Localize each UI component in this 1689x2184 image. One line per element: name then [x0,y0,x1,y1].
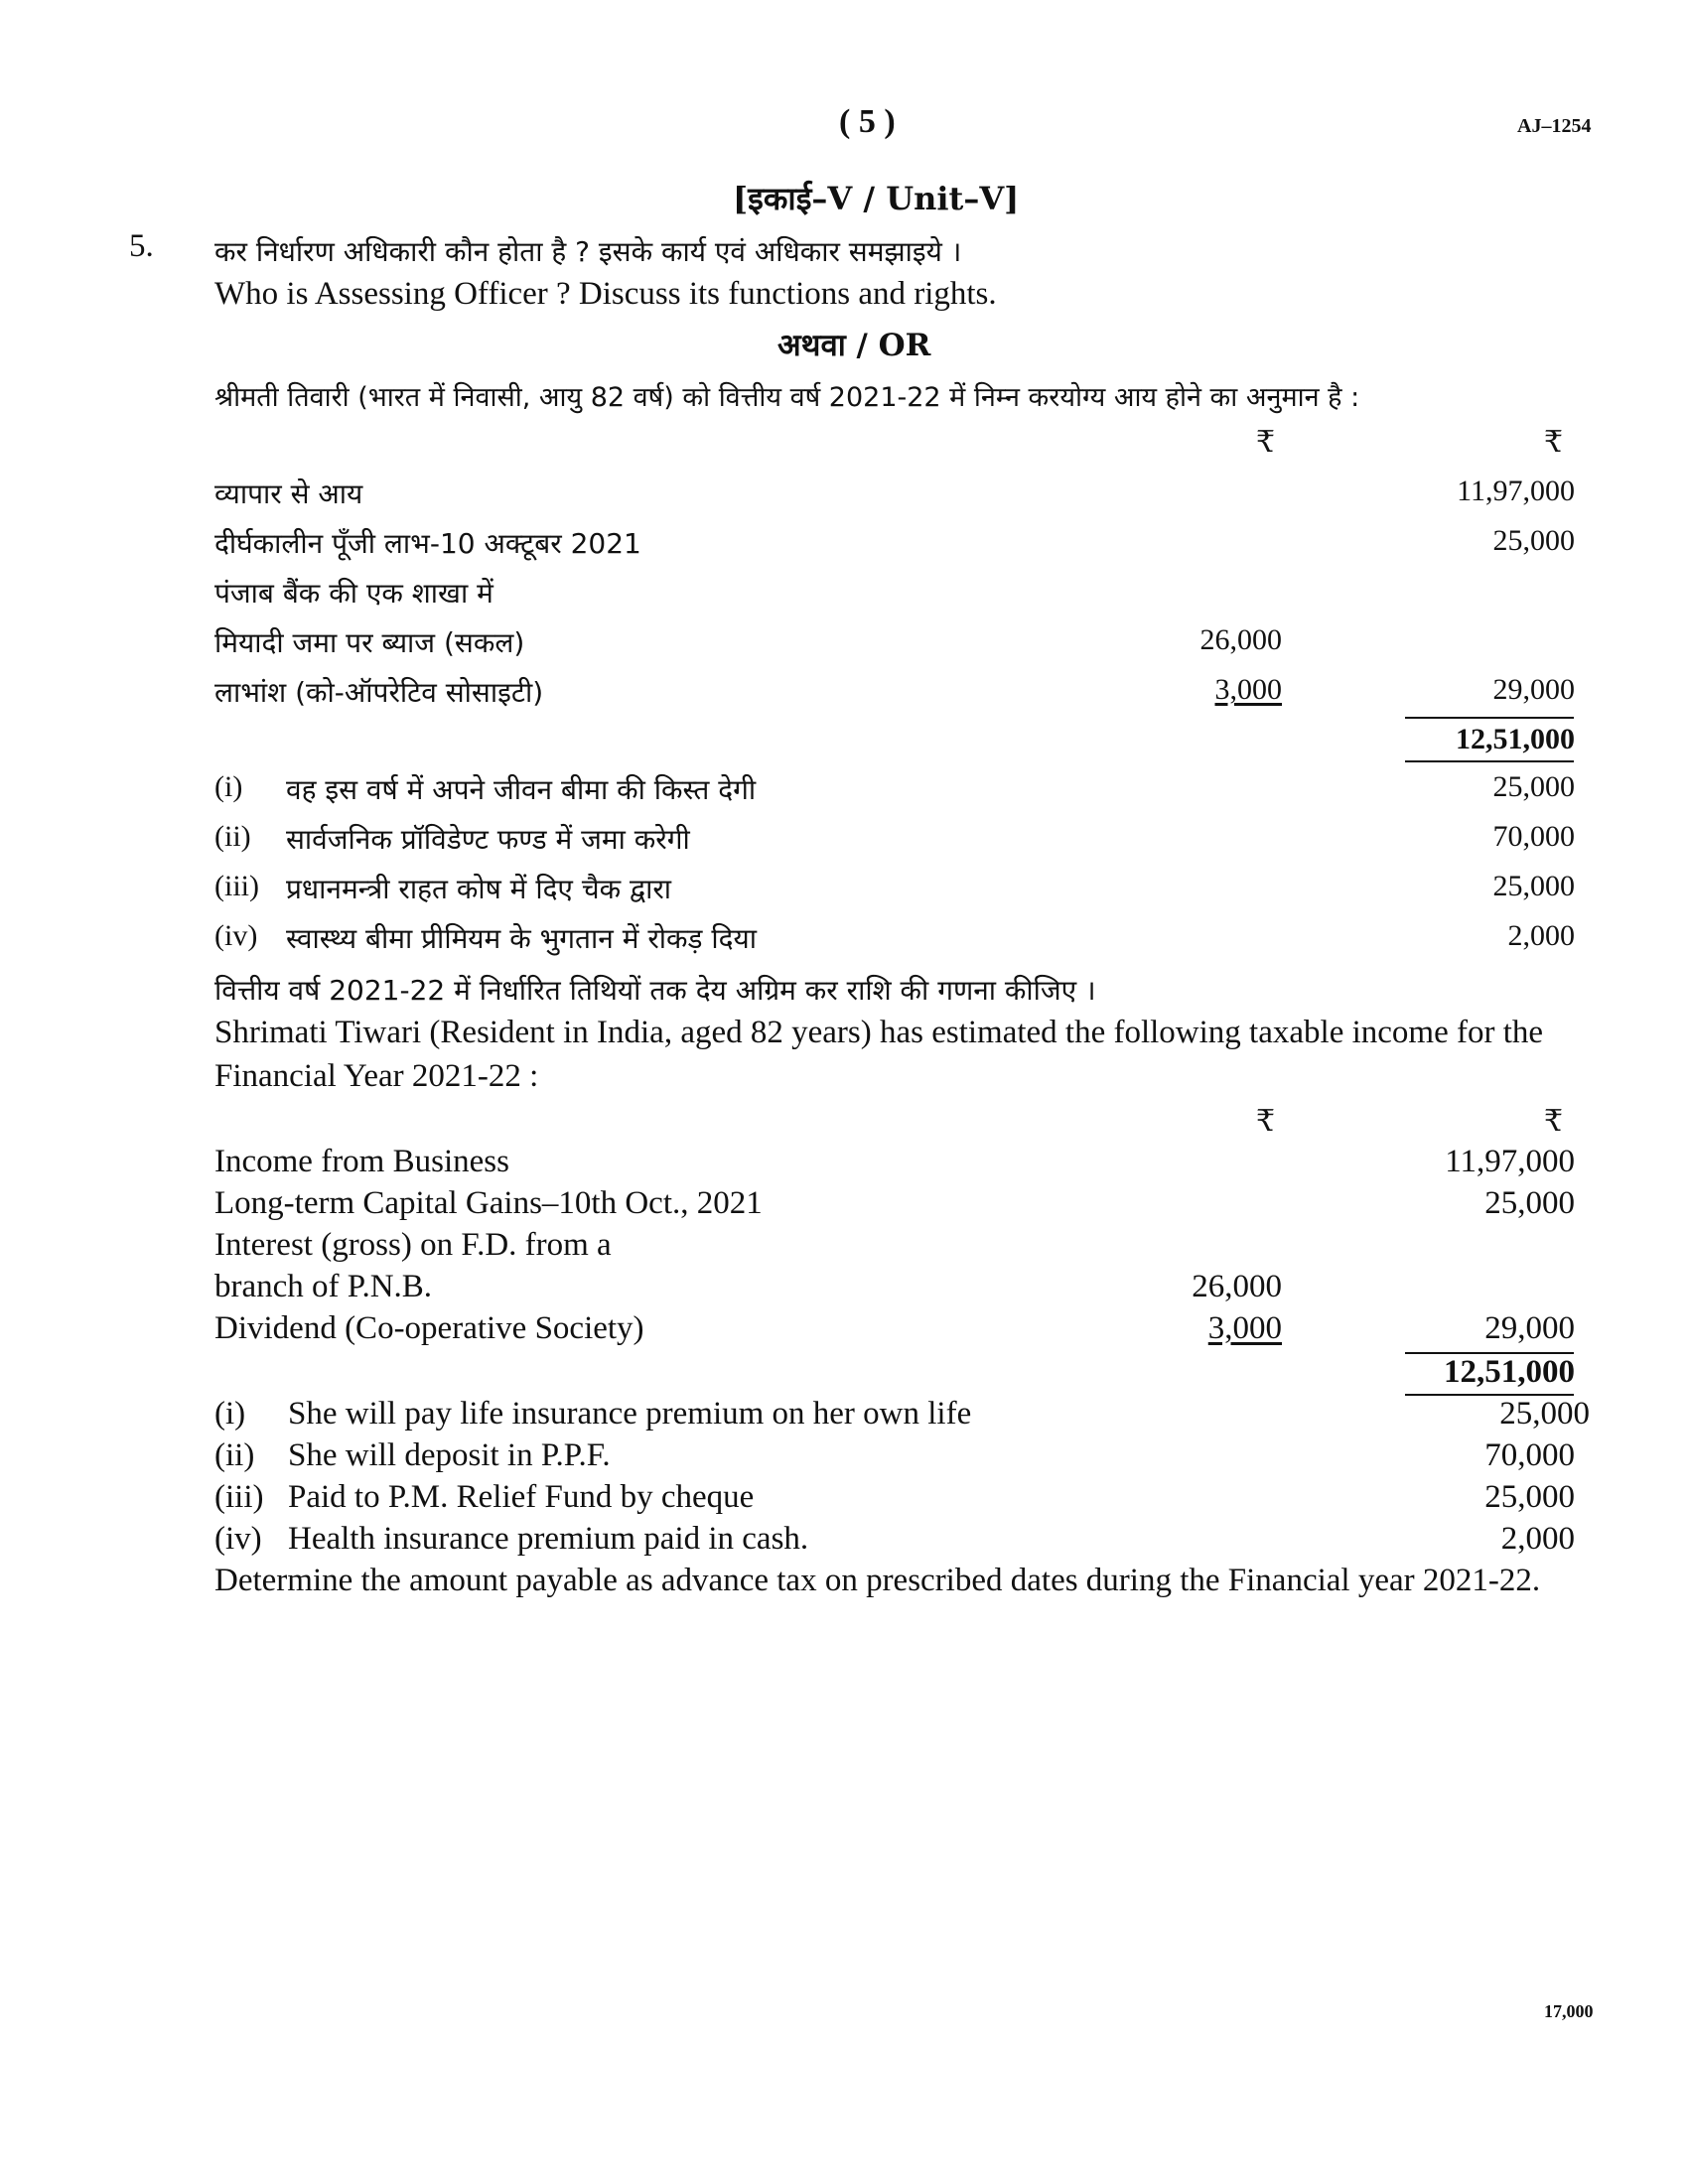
hindi-currency-col1: ₹ [1256,426,1276,459]
hindi-total: 12,51,000 [1456,723,1575,755]
english-income-col1: 26,000 [1192,1269,1282,1304]
hindi-income-label: दीर्घकालीन पूँजी लाभ-10 अक्टूबर 2021 [214,527,641,560]
english-payment-label: Health insurance premium paid in cash. [288,1521,809,1557]
hindi-payment-index: (iii) [214,870,259,902]
hindi-payment-amount: 70,000 [1492,820,1575,853]
english-income-label: Income from Business [214,1144,509,1179]
english-income-col2: 11,97,000 [1445,1144,1575,1179]
english-intro-line2: Financial Year 2021-22 : [214,1058,539,1094]
hindi-income-col2: 29,000 [1492,673,1575,706]
english-income-col2: 25,000 [1484,1185,1575,1221]
english-currency-col2: ₹ [1544,1105,1564,1138]
english-payment-index: (ii) [214,1437,255,1473]
english-payment-amount: 25,000 [1499,1396,1590,1432]
hindi-currency-col2: ₹ [1544,426,1564,459]
english-currency-col1: ₹ [1256,1105,1276,1138]
english-payment-amount: 2,000 [1500,1521,1575,1557]
question-english: Who is Assessing Officer ? Discuss its functions and rights. [214,276,997,312]
hindi-instruction: वित्तीय वर्ष 2021-22 में निर्धारित तिथियों तक देय अग्रिम कर राशि की गणना कीजिए । [214,974,1096,1007]
english-income-col2: 29,000 [1484,1310,1575,1346]
hindi-payment-index: (i) [214,770,243,803]
english-payment-index: (iii) [214,1479,264,1515]
english-instruction: Determine the amount payable as advance tax on prescribed dates during the Financial year 2021-22. [214,1563,1541,1598]
english-payment-label: She will deposit in P.P.F. [288,1437,611,1473]
page-number: ( 5 ) [839,103,896,140]
hindi-income-col2: 11,97,000 [1457,475,1575,507]
hindi-income-label: मियादी जमा पर ब्याज (सकल) [214,626,525,659]
hindi-income-col2: 25,000 [1492,524,1575,557]
english-income-label: Long-term Capital Gains–10th Oct., 2021 [214,1185,763,1221]
or-label: अथवा / OR [777,328,931,363]
english-intro-line1: Shrimati Tiwari (Resident in India, aged 82 years) has estimated the following taxable income for the [214,1015,1544,1050]
hindi-income-col1: 3,000 [1214,673,1282,706]
hindi-total-rule-top [1405,717,1574,719]
hindi-payment-index: (iv) [214,919,258,952]
english-income-col1: 3,000 [1207,1310,1282,1346]
hindi-payment-label: स्वास्थ्य बीमा प्रीमियम के भुगतान में रोकड़ दिया [286,922,758,955]
hindi-payment-label: सार्वजनिक प्रॉविडेण्ट फण्ड में जमा करेगी [286,823,690,856]
hindi-payment-label: वह इस वर्ष में अपने जीवन बीमा की किस्त देगी [286,773,757,806]
hindi-payment-amount: 25,000 [1492,870,1575,902]
unit-title: [इकाई–V / Unit–V] [733,180,1020,217]
english-payment-amount: 70,000 [1484,1437,1575,1473]
copies-count: 17,000 [1544,2001,1594,2021]
hindi-income-label: पंजाब बैंक की एक शाखा में [214,577,493,610]
hindi-income-label: व्यापार से आय [214,478,363,510]
english-payment-amount: 25,000 [1484,1479,1575,1515]
hindi-payment-amount: 2,000 [1507,919,1575,952]
hindi-payment-label: प्रधानमन्त्री राहत कोष में दिए चैक द्वारा [286,873,672,905]
hindi-income-col1: 26,000 [1199,623,1282,656]
hindi-intro: श्रीमती तिवारी (भारत में निवासी, आयु 82 वर्ष) को वित्तीय वर्ष 2021-22 में निम्न करयोग्य आय होने का अनुमान है : [214,382,1360,413]
english-payment-label: Paid to P.M. Relief Fund by cheque [288,1479,755,1515]
question-hindi: कर निर्धारण अधिकारी कौन होता है ? इसके कार्य एवं अधिकार समझाइये । [214,235,962,268]
paper-code: AJ–1254 [1517,115,1592,137]
hindi-income-label: लाभांश (को-ऑपरेटिव सोसाइटी) [214,676,544,709]
hindi-payment-amount: 25,000 [1492,770,1575,803]
english-payment-label: She will pay life insurance premium on her own life [288,1396,972,1432]
hindi-payment-index: (ii) [214,820,251,853]
english-income-label: Dividend (Co-operative Society) [214,1310,644,1346]
english-income-label: Interest (gross) on F.D. from a [214,1227,612,1263]
question-number: 5. [129,228,154,264]
hindi-total-rule-bottom [1405,760,1574,762]
english-payment-index: (iv) [214,1521,262,1557]
english-payment-index: (i) [214,1396,246,1432]
english-income-label: branch of P.N.B. [214,1269,433,1304]
english-total: 12,51,000 [1444,1354,1575,1390]
